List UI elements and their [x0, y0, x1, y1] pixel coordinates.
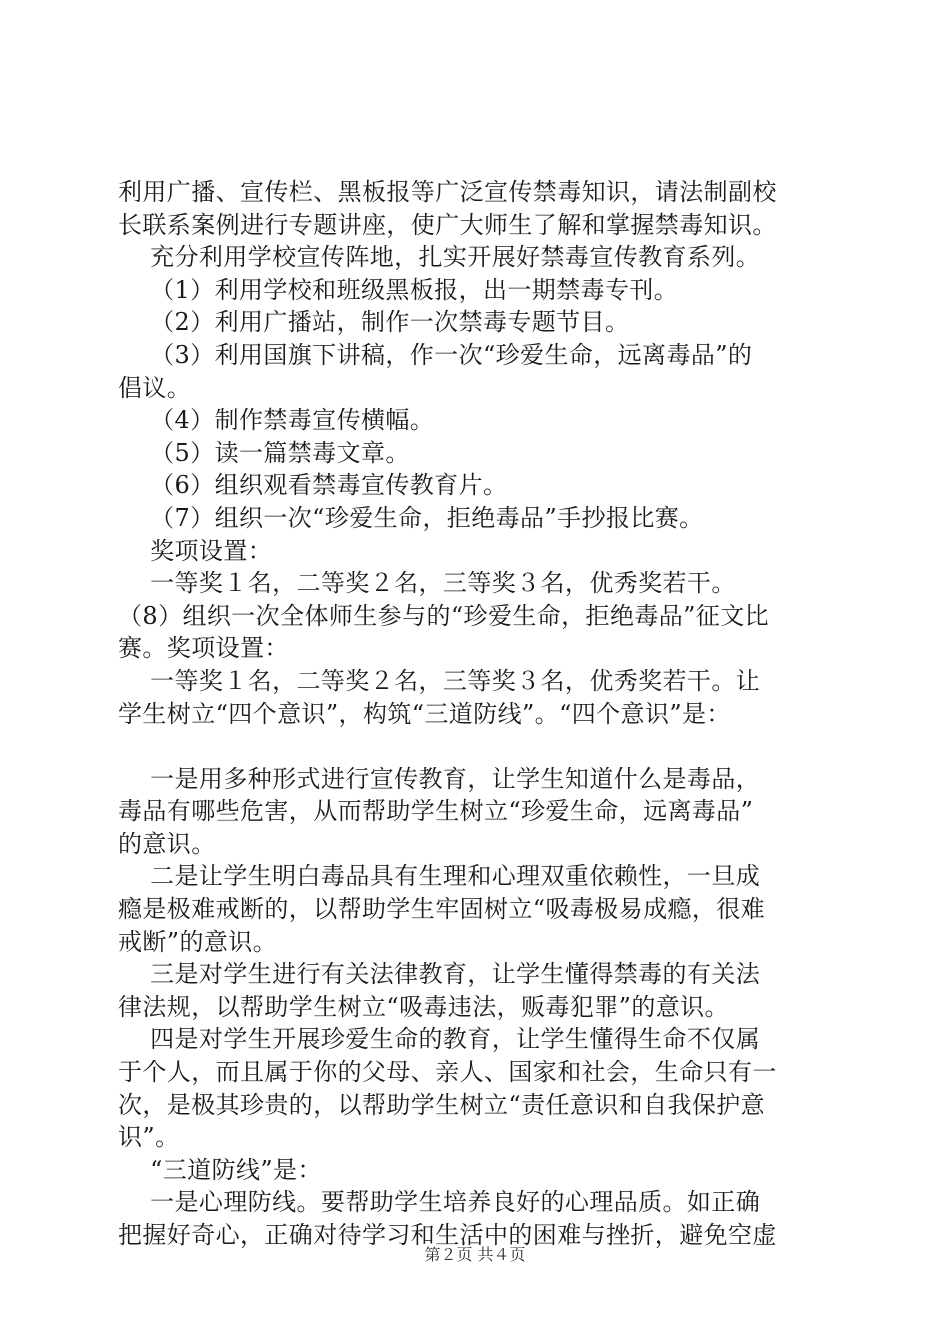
text-line: 把握好奇心，正确对待学习和生活中的困难与挫折，避免空虚: [118, 1221, 777, 1249]
text-line: 识”。: [118, 1123, 180, 1152]
text-line: （4）制作禁毒宣传横幅。: [118, 406, 435, 435]
text-line: 倡议。: [118, 373, 192, 402]
text-line: 一是心理防线。要帮助学生培养良好的心理品质。如正确: [118, 1188, 761, 1217]
text-line: （2）利用广播站，制作一次禁毒专题节目。: [118, 308, 630, 337]
text-line: “三道防线”是：: [118, 1155, 322, 1184]
text-line: 三是对学生进行有关法律教育，让学生懂得禁毒的有关法: [118, 960, 761, 989]
document-body: [118, 176, 836, 1252]
text-line: 利用广播、宣传栏、黑板报等广泛宣传禁毒知识，请法制副校: [118, 178, 777, 206]
text-line: 次，是极其珍贵的，以帮助学生树立“责任意识和自我保护意: [118, 1090, 766, 1119]
text-line: 戒断”的意识。: [118, 927, 278, 956]
text-line: 一等奖１名，二等奖２名，三等奖３名，优秀奖若干。: [118, 569, 736, 598]
text-line: 于个人，而且属于你的父母、亲人、国家和社会，生命只有一: [118, 1058, 777, 1087]
text-line: [118, 730, 836, 763]
text-line: 四是对学生开展珍爱生命的教育，让学生懂得生命不仅属: [118, 1025, 761, 1054]
text-line: （6）组织观看禁毒宣传教育片。: [118, 471, 508, 500]
text-line: 二是让学生明白毒品具有生理和心理双重依赖性，一旦成: [118, 862, 761, 891]
page-footer: 第２页 共４页: [424, 1245, 526, 1264]
text-line: （8）组织一次全体师生参与的“珍爱生命，拒绝毒品”征文比: [118, 601, 770, 630]
text-line: 的意识。: [118, 829, 216, 858]
text-line: 充分利用学校宣传阵地，扎实开展好禁毒宣传教育系列。: [118, 243, 761, 272]
text-line: 奖项设置：: [118, 536, 273, 565]
text-line: （1）利用学校和班级黑板报，出一期禁毒专刊。: [118, 275, 679, 304]
text-line: 毒品有哪些危害，从而帮助学生树立“珍爱生命，远离毒品”: [118, 797, 754, 826]
text-line: （7）组织一次“珍爱生命，拒绝毒品”手抄报比赛。: [118, 503, 704, 532]
text-line: 一是用多种形式进行宣传教育，让学生知道什么是毒品，: [118, 764, 761, 793]
text-line: 长联系案例进行专题讲座，使广大师生了解和掌握禁毒知识。: [118, 210, 777, 239]
text-line: 赛。奖项设置：: [118, 634, 289, 663]
text-line: 学生树立“四个意识”，构筑“三道防线”。“四个意识”是：: [118, 699, 731, 728]
text-line: 律法规，以帮助学生树立“吸毒违法，贩毒犯罪”的意识。: [118, 992, 729, 1021]
text-line: 瘾是极难戒断的，以帮助学生牢固树立“吸毒极易成瘾，很难: [118, 895, 766, 924]
text-line: （5）读一篇禁毒文章。: [118, 438, 410, 467]
text-line: （3）利用国旗下讲稿，作一次“珍爱生命，远离毒品”的: [118, 340, 753, 369]
text-line: 一等奖１名，二等奖２名，三等奖３名，优秀奖若干。让: [118, 666, 761, 695]
